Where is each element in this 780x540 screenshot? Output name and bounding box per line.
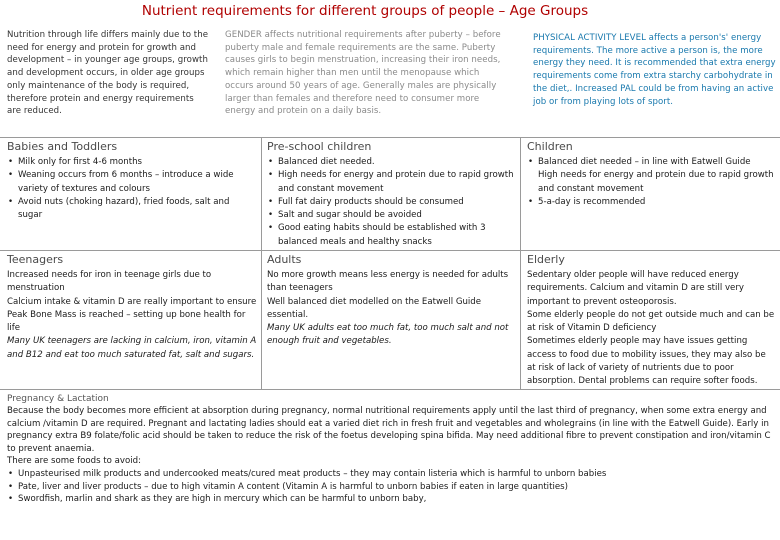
adults-heading: Adults xyxy=(267,253,302,266)
list-item: • Salt and sugar should be avoided xyxy=(267,209,517,222)
babies-toddlers-section xyxy=(7,140,255,222)
list-item xyxy=(527,156,777,196)
pregnancy-foods-list xyxy=(7,468,775,506)
pregnancy-heading: Pregnancy & Lactation xyxy=(7,394,109,404)
preschool-section xyxy=(267,140,517,249)
teenagers-line: Calcium intake & vitamin D are really important to ensure Peak Bone Mass is reached – setting up bone health for life xyxy=(7,296,257,334)
divider-middle xyxy=(0,250,780,251)
list-item: • Milk only for first 4-6 months xyxy=(7,156,255,169)
pregnancy-foods-intro: There are some foods to avoid: xyxy=(7,456,142,467)
list-item: • 5-a-day is recommended xyxy=(527,196,777,209)
teenagers-heading: Teenagers xyxy=(7,253,64,266)
elderly-section xyxy=(527,253,777,389)
babies-toddlers-heading: Babies and Toddlers xyxy=(7,140,118,153)
list-item: • Swordfish, marlin and shark as they are high in mercury which can be harmful to unborn baby, xyxy=(7,493,775,506)
adults-line: Well balanced diet modelled on the Eatwell Guide essential. xyxy=(267,296,482,320)
list-item: • Good eating habits should be established with 3 balanced meals and healthy snacks xyxy=(267,222,517,249)
elderly-line: Sedentary older people will have reduced energy requirements. Calcium and vitamin D are still very important to prevent osteoporosis. xyxy=(527,270,744,307)
list-item: • Full fat dairy products should be consumed xyxy=(267,196,517,209)
elderly-line: Some elderly people do not get outside much and can be at risk of Vitamin D deficiency xyxy=(527,309,775,334)
divider-top xyxy=(0,137,780,138)
children-heading: Children xyxy=(527,140,573,153)
preschool-list xyxy=(267,156,517,249)
teenagers-section xyxy=(7,253,257,362)
list-item-text: Balanced diet needed – in line with Eatwell Guide xyxy=(538,157,751,167)
list-item: • Avoid nuts (choking hazard), fried foods, salt and sugar xyxy=(7,196,255,223)
list-item: • High needs for energy and protein due to rapid growth and constant movement xyxy=(267,169,517,196)
teenagers-note: Many UK teenagers are lacking in calcium, iron, vitamin A and B12 and eat too much saturated fat, salt and sugars. xyxy=(7,336,257,360)
elderly-line: Sometimes elderly people may have issues getting access to food due to mobility issues, they may also be at risk of lack of variety of nutrients due to poor absorption. Dental problems can require softer foods. xyxy=(527,336,766,387)
adults-note: Many UK adults eat too much fat, too much salt and not enough fruit and vegetables. xyxy=(267,323,509,347)
teenagers-line: Increased needs for iron in teenage girls due to menstruation xyxy=(7,270,212,294)
children-section xyxy=(527,140,777,209)
adults-section xyxy=(267,253,512,349)
intro-age: Nutrition through life differs mainly due to the need for energy and protein for growth and development – in younger age groups, growth and development occurs, in older age groups only maintenance of the body is required, therefore protein and energy requirements are reduced. xyxy=(7,30,209,117)
divider-col2 xyxy=(520,137,521,389)
list-item: • Pate, liver and liver products – due to high vitamin A content (Vitamin A is harmful to unborn babies if eaten in large quantities) xyxy=(7,481,775,494)
elderly-heading: Elderly xyxy=(527,253,565,266)
list-item-continuation: High needs for energy and protein due to rapid growth and constant movement xyxy=(538,170,774,194)
divider-bottom xyxy=(0,389,780,390)
adults-line: No more growth means less energy is needed for adults than teenagers xyxy=(267,270,509,294)
pregnancy-paragraph: Because the body becomes more efficient at absorption during pregnancy, normal nutritional requirements apply until the last third of pregnancy, when some extra energy and calcium /vitamin D are required. Pregnant and lactating ladies should eat a varied diet rich in fresh fruit and vegetables and wholegrains (in line with the Eatwell Guide). Early in pregnancy extra B9 folate/folic acid should be taken to reduce the risk of the foetus developing spina bifida. May need additional fibre to prevent constipation and iron/vitamin C to prevent anaemia. xyxy=(7,406,771,454)
page-title: Nutrient requirements for different groups of people – Age Groups xyxy=(141,3,589,19)
list-item: • Weaning occurs from 6 months – introduce a wide variety of textures and colours xyxy=(7,169,255,196)
pregnancy-section xyxy=(7,393,775,506)
babies-toddlers-list xyxy=(7,156,255,222)
list-item: • Unpasteurised milk products and undercooked meats/cured meat products – they may contain listeria which is harmful to unborn babies xyxy=(7,468,775,481)
intro-activity: PHYSICAL ACTIVITY LEVEL affects a person's' energy requirements. The more active a person is, the more energy they need. It is recommended that extra energy requirements come from extra starchy carbohydrate in the diet,. Increased PAL could be from having an active job or from playing lots of sport. xyxy=(533,33,776,107)
list-item: • Balanced diet needed. xyxy=(267,156,517,169)
children-list xyxy=(527,156,777,209)
intro-gender: GENDER affects nutritional requirements after puberty – before puberty male and female requirements are the same. Puberty causes girls to begin menstruation, increasing their iron needs, which remain higher than men until the menopause which occurs around 50 years of age. Generally males are physically larger than females and therefore need to consumer more energy and protein on a daily basis. xyxy=(225,30,501,117)
preschool-heading: Pre-school children xyxy=(267,140,372,153)
divider-col1 xyxy=(261,137,262,389)
